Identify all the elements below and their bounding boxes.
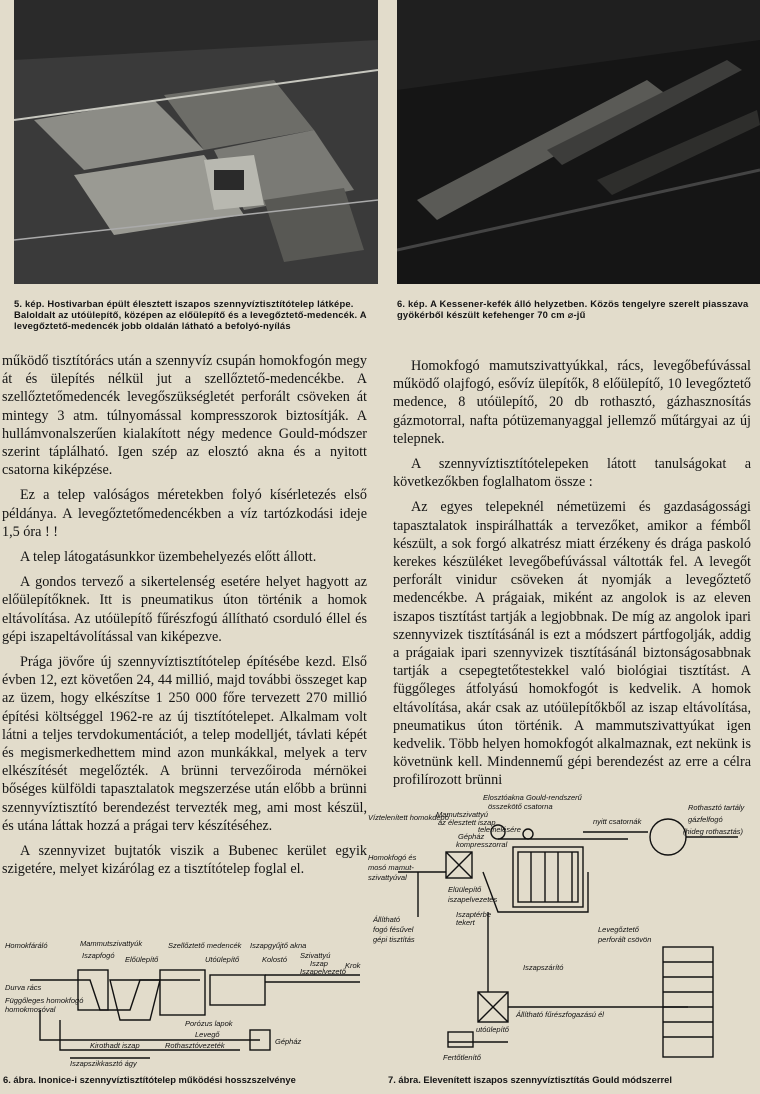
fig6-label: Kolostó	[262, 955, 288, 964]
left-paragraph: Prága jövőre új szennyvíztisztítótelep építésébe kezd. Első évben 12, ezt követően 24, 44 millió, majd további összeget kap az üzem, hogy elkészítse 1 250 000 főre tervezett 270 millió építési költséggel 1962-re az új tisztítótelepet. Alkalmam volt látni a teljes tervdokumentációt, a telep modelljét, távlati képét és megismerkedhettem mind azon munkákkal, melyek a terv elkészítését megelőzték. A brünni tervezőiroda mérnökei bőséges külföldi tapasztalatok megszerzése után előbb a brünni szennyvíztisztító berendezést tervezték meg, ami most készül, és utána láttak hozzá a prágai terv készítéséhez.	[2, 654, 367, 834]
figure-7-caption: 7. ábra. Elevenített iszapos szennyvíztisztítás Gould módszerrel	[388, 1074, 672, 1085]
fig6-label: Iszapfogó	[82, 951, 115, 960]
left-column	[2, 352, 367, 885]
fig7-label: gépi tisztítás	[373, 935, 415, 944]
fig7-label: (hideg rothasztás)	[683, 827, 744, 836]
photo-6-caption	[397, 298, 757, 320]
fig6-label: Iszapszikkasztó ágy	[70, 1059, 137, 1068]
fig6-label: Kirothadt iszap	[90, 1041, 140, 1050]
fig7-label: Elosztóakna Gould-rendszerű	[483, 793, 582, 802]
fig7-label: telemelésére	[478, 825, 521, 834]
figure-7-diagram	[368, 792, 756, 1072]
fig6-label: Homokfáráló	[5, 941, 48, 950]
photo-plant-aerial	[14, 0, 378, 284]
fig6-label: Durva rács	[5, 983, 42, 992]
fig7-label: Állítható fűrészfogazású él	[516, 1010, 604, 1019]
right-paragraph: A szennyvíztisztítótelepeken látott tanulságokat a következőkben foglalhatom össze :	[393, 456, 751, 491]
fig7-label: Levegőztető	[598, 925, 639, 934]
fig6-label: Mammutszivattyúk	[80, 940, 143, 948]
fig7-label: iszapelvezetés	[448, 895, 498, 904]
fig7-label: Iszapszárító	[523, 963, 564, 972]
fig7-label: mosó mamut-	[368, 863, 414, 872]
fig6-label: Iszapgyűjtő akna	[250, 941, 307, 950]
right-column	[393, 357, 751, 797]
fig7-label: Homokfogó és	[368, 853, 417, 862]
fig7-label: Állítható	[373, 915, 401, 924]
fig6-label: Levegő	[195, 1030, 220, 1039]
fig6-label: Szivattyú	[300, 951, 331, 960]
fig6-label: Rothasztóvezeték	[165, 1041, 225, 1050]
fig6-label: Előülepítő	[125, 955, 159, 964]
left-paragraph: A szennyvizet bujtatók viszik a Bubenec kerület egyik szigetére, melyet kizárólag ez a tisztítótelep foglal el.	[2, 843, 367, 878]
photo-6-number: 6. kép.	[397, 298, 428, 309]
fig7-label: összekötő csatorna	[488, 802, 553, 811]
fig7-label: Rothasztó tartály	[688, 803, 745, 812]
photo-5-caption	[14, 298, 382, 331]
fig7-label: szivattyúval	[368, 873, 407, 882]
fig6-label: homokmosóval	[5, 1005, 56, 1014]
fig7-label: perforált csövön	[598, 935, 652, 944]
fig7-label: tekert	[456, 918, 475, 927]
photo-5-caption-text: Hostivarban épült élesztett iszapos szennyvíztisztítótelep látképe. Baloldalt az utóülepítő, középen az előülepítő és a levegőztető-medencék. A levegőztető-medencék jobb oldalán látható a befolyó-nyílás	[14, 298, 367, 331]
fig7-label: Mamutszivattyú	[436, 810, 489, 819]
fig7-label: gázfelfogó	[688, 815, 723, 824]
fig6-label: Szellőztető medencék	[168, 941, 242, 950]
photo-6-caption-text: A Kessener-kefék álló helyzetben. Közös tengelyre szerelt piasszava gyökérből készült kefehenger 70 cm ⌀-jű	[397, 298, 749, 320]
fig7-label: az élesztett iszap	[438, 818, 496, 827]
fig6-label: Függőleges homokfogó	[5, 996, 84, 1005]
figure-6-caption: 6. ábra. Inonice-i szennyvíztisztítótelep működési hosszszelvénye	[3, 1074, 296, 1085]
left-paragraph: működő tisztítórács után a szennyvíz csupán homokfogón megy át és ülepítés nélkül jut a szellőztető-medencékbe. A szellőztetőmedencék levegőszükségletét perforált csöveken át mintegy 3 atm. túlnyomással kompresszorok biztosítják. A hullámvonalszerűen kialakított négy medence Gould-módszer szerint táplálható. Igen szép az elosztó akna és a nyitott csatorna kiképzése.	[2, 353, 367, 479]
fig7-label: utóülepítő	[476, 1025, 509, 1034]
fig7-label: Fertőtlenítő	[443, 1053, 481, 1062]
fig6-label: Gépház	[275, 1037, 302, 1046]
fig6-label: Iszap	[310, 959, 328, 968]
photo-5-number: 5. kép.	[14, 298, 45, 309]
fig6-label: Porózus lapok	[185, 1019, 233, 1028]
fig7-label: fogó fésűvel	[373, 925, 414, 934]
photo-kessener-brushes	[397, 0, 760, 284]
fig7-label: Víztelenített homokdepó	[368, 813, 449, 822]
right-paragraph: Homokfogó mamutszivattyúkkal, rács, levegőbefúvással működő olajfogó, esővíz ülepítők, 8 előülepítő, 10 levegőztető medence, 8 utóülepítő, 20 db rothasztó, gázhasznosítás gázmotorral, nafta pótüzemanyaggal jellemző műtárgyai az új telepnek.	[393, 358, 751, 447]
fig6-label: Krok	[345, 961, 361, 970]
left-paragraph: A gondos tervező a sikertelenség esetére helyet hagyott az előülepítőknek. Itt is pneumatikus úton történik a homok eltávolítása. Az utóülepítő fűrészfogú állítható csorduló éllel és gépi iszapeltávolítással van kiképezve.	[2, 574, 367, 645]
fig7-label: Elüülepítő	[448, 885, 482, 894]
fig6-label: Iszapelvezető	[300, 967, 346, 976]
left-paragraph: A telep látogatásunkkor üzembehelyezés előtt állott.	[20, 549, 317, 566]
left-paragraph: Ez a telep valóságos méretekben folyó kísérletezés első példánya. A levegőztetőmedencékben a víz tartózkodási ideje 1,5 óra ! !	[2, 487, 367, 540]
fig7-label: nyitt csatornák	[593, 817, 642, 826]
fig7-label: Gépház	[458, 832, 485, 841]
right-paragraph: Az egyes telepeknél németüzemi és gazdaságossági tapasztalatok inspirálhatták a tervezőket, amikor a fémből készült, a sok forgó alkatrész miatt érzékeny és drága paskoló kerekes készüléket levegőbefúvással váltották fel. A levegőt perforált vinidur csöveken át nyomják a levegőztető medencékbe. A prágaiak, miként az angolok is az eleven iszapos tisztítást tartják a legjobbnak. De míg az angolok ipari szennyvizek tisztításánál is ezt a módszert pártfogolják, addig a prágaiak ipari szennyvizek tisztításánál biztonságosabbnak tartják a csepegtetőtestekkel való biológiai tisztítást. A függőleges átfolyású homokfogót is kedvelik. A homok eltávolítása, akár csak az utóülepítőkből az iszap eltávolítása, pneumatikus úton történik. A mammutszivattyúkat igen kedvelik. Több helyen homokfogót alkalmaznak, ezt nekünk is követnünk kell. Mindennemű gépi berendezést az erre a célra profilírozott brünni	[393, 499, 751, 789]
fig7-label: kompresszorral	[456, 840, 508, 849]
fig6-label: Utóülepítő	[205, 955, 240, 964]
fig7-label: Iszaptérbe	[456, 910, 492, 919]
figure-6-diagram	[0, 940, 378, 1068]
